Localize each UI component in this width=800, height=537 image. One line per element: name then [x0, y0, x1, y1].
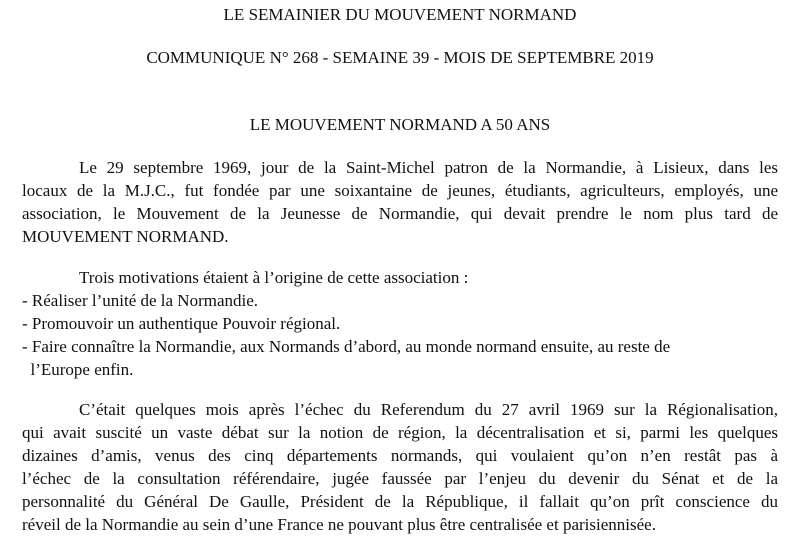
paragraph-line: C’était quelques mois après l’échec du Referendum du 27 avril 1969 sur la Régionalisation,	[79, 400, 778, 419]
list-item: - Promouvoir un authentique Pouvoir régional.	[22, 314, 341, 333]
paragraph-line: réveil de la Normandie au sein d’une France ne pouvant plus être centralisée et parisiennisée.	[22, 515, 656, 534]
newsletter-title: LE SEMAINIER DU MOUVEMENT NORMAND	[223, 5, 577, 24]
paragraph-line: personnalité du Général De Gaulle, Président de la République, il fallait qu’on prît conscience du	[22, 492, 778, 511]
paragraph-line: locaux de la M.J.C., fut fondée par une soixantaine de jeunes, étudiants, agriculteurs, employés, une	[22, 181, 778, 200]
list-item: - Réaliser l’unité de la Normandie.	[22, 291, 259, 310]
paragraph-line: l’échec de la consultation référendaire, jugée faussée par l’enjeu du devenir du Sénat et de la	[22, 469, 778, 488]
paragraph-line: dizaines d’amis, venus des cinq départements normands, qui voulaient qu’on n’en restât pas à	[22, 446, 778, 465]
paragraph-line: association, le Mouvement de la Jeunesse de Normandie, qui devait prendre le nom plus tard de	[22, 204, 778, 223]
paragraph-line: qui avait suscité un vaste débat sur la notion de région, la décentralisation et si, parmi les quelques	[22, 423, 778, 442]
list-item: - Faire connaître la Normandie, aux Normands d’abord, au monde normand ensuite, au reste de	[22, 337, 671, 356]
motivations-intro: Trois motivations étaient à l’origine de cette association :	[79, 268, 469, 287]
list-item: l’Europe enfin.	[22, 360, 134, 379]
article-heading: LE MOUVEMENT NORMAND A 50 ANS	[249, 115, 551, 134]
communique-line: COMMUNIQUE N° 268 - SEMAINE 39 - MOIS DE SEPTEMBRE 2019	[146, 48, 654, 67]
paragraph-line: MOUVEMENT NORMAND.	[22, 227, 229, 246]
paragraph-line: Le 29 septembre 1969, jour de la Saint-Michel patron de la Normandie, à Lisieux, dans les	[79, 158, 778, 177]
